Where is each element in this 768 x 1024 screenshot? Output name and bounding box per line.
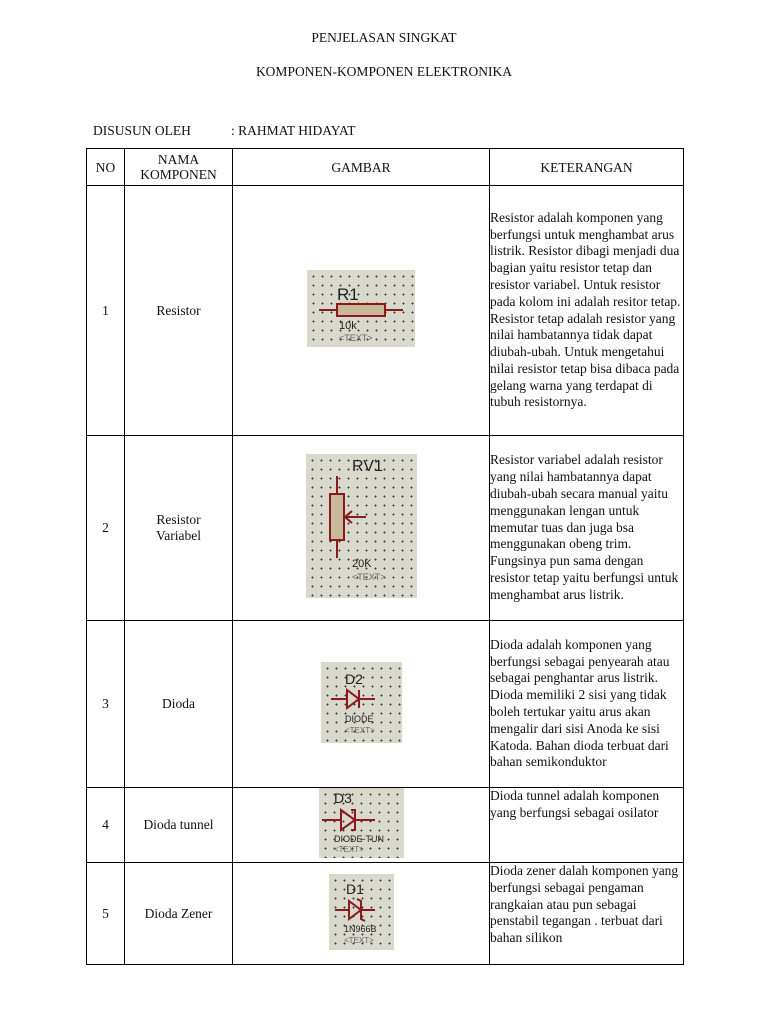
component-image-cell <box>233 788 490 863</box>
ref-label: D1 <box>345 880 364 897</box>
component-name <box>125 788 233 863</box>
component-name-line1: Dioda tunnel <box>143 817 214 832</box>
ref-label: D3 <box>333 790 352 806</box>
component-description: Dioda tunnel adalah komponen yang berfungsi sebagai osilator <box>490 788 684 863</box>
ref-label: RV1 <box>351 458 383 475</box>
value-label: DIODE <box>344 713 374 724</box>
table-row <box>87 863 684 965</box>
value-label: DIODE-TUN <box>333 834 384 844</box>
component-image-cell <box>233 863 490 965</box>
table-header-row <box>87 149 684 186</box>
component-name <box>125 863 233 965</box>
value-label: 1N966B <box>343 923 377 934</box>
text-tag: <TEXT> <box>333 845 364 854</box>
text-tag: <TEXT> <box>343 935 374 945</box>
table-row <box>87 186 684 436</box>
component-description: Resistor variabel adalah resistor yang nilai hambatannya dapat diubah-ubah secara manual yaitu menggunakan lengan untuk memutar tuas dan juga bsa menggunakan obeng trim. Fungsinya pun sama dengan resistor tetap yaitu berfungsi untuk menghambat arus listrik. <box>490 436 684 621</box>
table-row <box>87 436 684 621</box>
value-label: 20K <box>351 558 372 570</box>
component-table <box>86 148 684 965</box>
table-row <box>87 621 684 788</box>
component-description: Dioda adalah komponen yang berfungsi sebagai penyearah atau sebagai penghantar arus listrik. Dioda memiliki 2 sisi yang tidak boleh tertukar yaitu arus akan mengalir dari sisi Anoda ke sisi Katoda. Bahan dioda terbuat dari bahan semikonduktor <box>490 621 684 788</box>
author-line <box>93 123 356 139</box>
row-number: 5 <box>87 863 125 965</box>
text-tag: <TEXT> <box>339 333 373 343</box>
component-name <box>125 186 233 436</box>
col-image-header: GAMBAR <box>233 149 490 186</box>
row-number: 3 <box>87 621 125 788</box>
component-name-line1: Resistor <box>156 512 201 527</box>
document-title: PENJELASAN SINGKAT <box>311 30 457 45</box>
component-name <box>125 621 233 788</box>
row-number: 2 <box>87 436 125 621</box>
ref-label: R1 <box>337 285 359 304</box>
resistor-symbol-icon <box>307 270 415 347</box>
component-image-cell <box>233 436 490 621</box>
component-image-cell <box>233 621 490 788</box>
component-name-line1: Dioda <box>162 696 195 711</box>
value-label: 10k <box>339 320 357 332</box>
row-number: 4 <box>87 788 125 863</box>
col-desc-header: KETERANGAN <box>490 149 684 186</box>
component-name <box>125 436 233 621</box>
author-label: DISUSUN OLEH <box>93 123 191 138</box>
component-description: Resistor adalah komponen yang berfungsi untuk menghambat arus listrik. Resistor dibagi menjadi dua bagian yaitu resistor tetap dan resistor variabel. Untuk resistor pada kolom ini adalah resitor tetap. Resistor tetap adalah resistor yang nilai hambatannya tidak dapat diubah-ubah. Untuk mengetahui nilai resistor tetap bisa dibaca pada gelang warna yang terdapat di tubuh resistornya. <box>490 186 684 436</box>
component-name-line2: Variabel <box>156 528 201 543</box>
document-subtitle: KOMPONEN-KOMPONEN ELEKTRONIKA <box>255 64 513 79</box>
text-tag: <TEXT> <box>351 572 386 582</box>
author-name: : RAHMAT HIDAYAT <box>231 123 356 138</box>
row-number: 1 <box>87 186 125 436</box>
text-tag: <TEXT> <box>344 725 375 735</box>
diode-symbol-icon <box>321 662 402 743</box>
col-name-header-line2: KOMPONEN <box>140 167 217 182</box>
component-name-line1: Resistor <box>156 302 201 318</box>
zener-diode-symbol-icon <box>329 874 394 950</box>
col-no-header: NO <box>87 149 125 186</box>
component-name-line1: Dioda Zener <box>144 905 213 921</box>
col-name-header-line1: NAMA <box>157 152 200 167</box>
table-row <box>87 788 684 863</box>
tunnel-diode-symbol-icon <box>319 788 404 858</box>
component-image-cell <box>233 186 490 436</box>
ref-label: D2 <box>344 670 363 687</box>
col-name-header <box>125 149 233 186</box>
potentiometer-symbol-icon <box>306 454 417 598</box>
component-description: Dioda zener dalah komponen yang berfungsi sebagai pengaman rangkaian atau pun sebagai penstabil tegangan . terbuat dari bahan silikon <box>490 863 684 965</box>
